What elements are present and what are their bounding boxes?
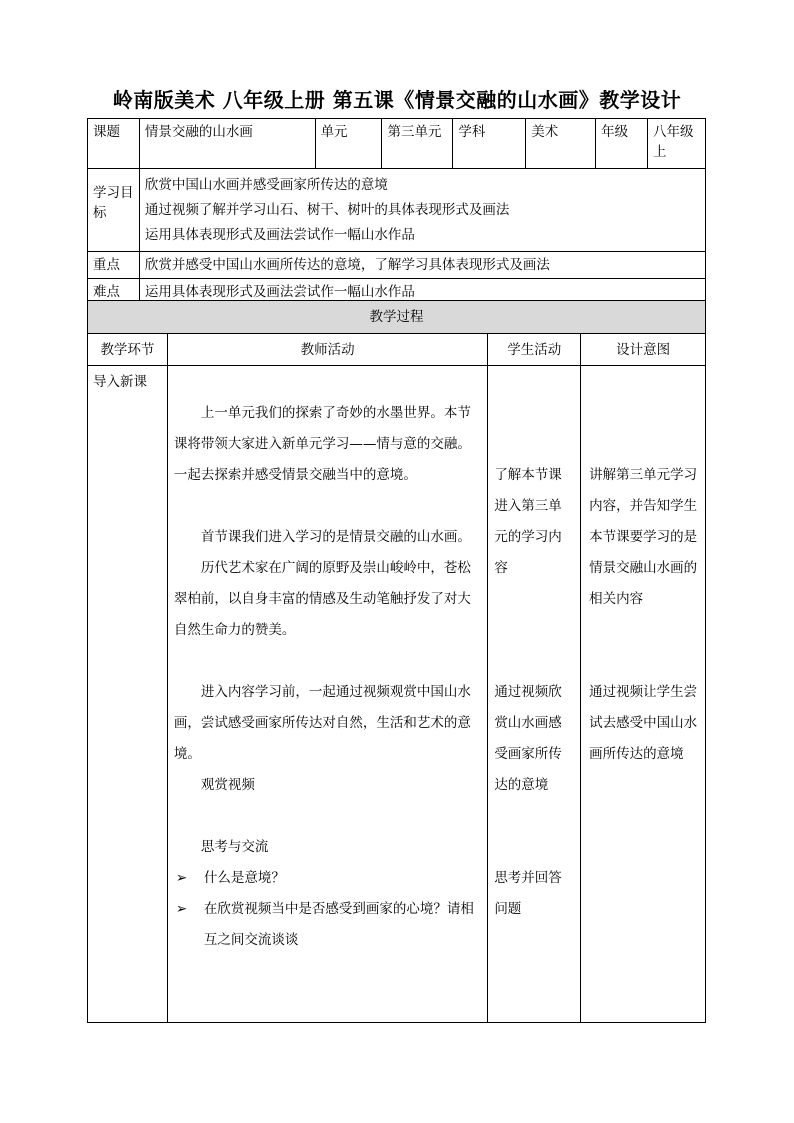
topic-label: 课题 bbox=[88, 119, 140, 169]
design-intent bbox=[581, 366, 706, 1023]
difficulty-label: 难点 bbox=[88, 279, 140, 306]
teacher-paragraph: 观赏视频 bbox=[200, 777, 255, 793]
grade-value: 八年级上 bbox=[648, 119, 706, 169]
lesson-info-table bbox=[87, 118, 706, 306]
topic-value: 情景交融的山水画 bbox=[139, 119, 315, 169]
student-text: 了解本节课进入第三单元的学习内容 bbox=[494, 467, 562, 576]
teacher-paragraph: 首节课我们进入学习的是情景交融的山水画。 bbox=[200, 529, 471, 545]
column-header-teacher: 教师活动 bbox=[167, 334, 487, 366]
teacher-paragraph: 进入内容学习前，一起通过视频观赏中国山水画，尝试感受画家所传达对自然，生活和艺术的意境。 bbox=[173, 684, 471, 762]
key-label: 重点 bbox=[88, 252, 140, 279]
subject-value: 美术 bbox=[526, 119, 596, 169]
unit-value: 第三单元 bbox=[382, 119, 453, 169]
subject-label: 学科 bbox=[453, 119, 526, 169]
teaching-process-table bbox=[87, 300, 706, 1023]
process-header: 教学过程 bbox=[88, 301, 706, 334]
goal-item: 通过视频了解并学习山石、树干、树叶的具体表现形式及画法 bbox=[144, 202, 510, 218]
unit-label: 单元 bbox=[315, 119, 382, 169]
goal-item: 欣赏中国山水画并感受画家所传达的意境 bbox=[144, 177, 388, 193]
goal-item: 运用具体表现形式及画法尝试作一幅山水作品 bbox=[144, 227, 415, 243]
teacher-activity bbox=[167, 366, 487, 1023]
arrow-bullet-icon: ➢ bbox=[175, 901, 188, 917]
teacher-paragraph: 思考与交流 bbox=[200, 839, 269, 855]
key-points: 欣赏并感受中国山水画所传达的意境，了解学习具体表现形式及画法 bbox=[139, 252, 705, 279]
stage-cell: 导入新课 bbox=[88, 366, 168, 1023]
difficulty-points: 运用具体表现形式及画法尝试作一幅山水作品 bbox=[139, 279, 705, 306]
arrow-bullet-icon: ➢ bbox=[175, 870, 188, 886]
teacher-paragraph: 上一单元我们的探索了奇妙的水墨世界。本节课将带领大家进入新单元学习——情与意的交融。一起去探索并感受情景交融当中的意境。 bbox=[173, 405, 471, 483]
question-item bbox=[174, 863, 481, 894]
goals-label: 学习目标 bbox=[88, 169, 140, 252]
page-title: 岭南版美术 八年级上册 第五课《情景交融的山水画》教学设计 bbox=[112, 88, 682, 112]
intent-text: 通过视频让学生尝试去感受中国山水画所传达的意境 bbox=[589, 684, 698, 762]
question-text: 在欣赏视频当中是否感受到画家的心境？请相互之间交流谈谈 bbox=[203, 901, 474, 948]
intent-text: 讲解第三单元学习内容，并告知学生本节课要学习的是情景交融山水画的相关内容 bbox=[589, 467, 698, 607]
grade-label: 年级 bbox=[596, 119, 648, 169]
column-header-intent: 设计意图 bbox=[581, 334, 706, 366]
student-text: 通过视频欣赏山水画感受画家所传达的意境 bbox=[494, 684, 562, 793]
question-text: 什么是意境？ bbox=[203, 870, 285, 886]
column-header-student: 学生活动 bbox=[488, 334, 581, 366]
column-header-stage: 教学环节 bbox=[88, 334, 168, 366]
teacher-paragraph: 历代艺术家在广阔的原野及崇山峻岭中，苍松翠柏前，以自身丰富的情感及生动笔触抒发了对大自然生命力的赞美。 bbox=[173, 560, 471, 638]
question-item bbox=[174, 894, 481, 956]
student-activity bbox=[488, 366, 581, 1023]
learning-goals bbox=[139, 169, 705, 252]
student-text: 思考并回答问题 bbox=[494, 870, 562, 917]
